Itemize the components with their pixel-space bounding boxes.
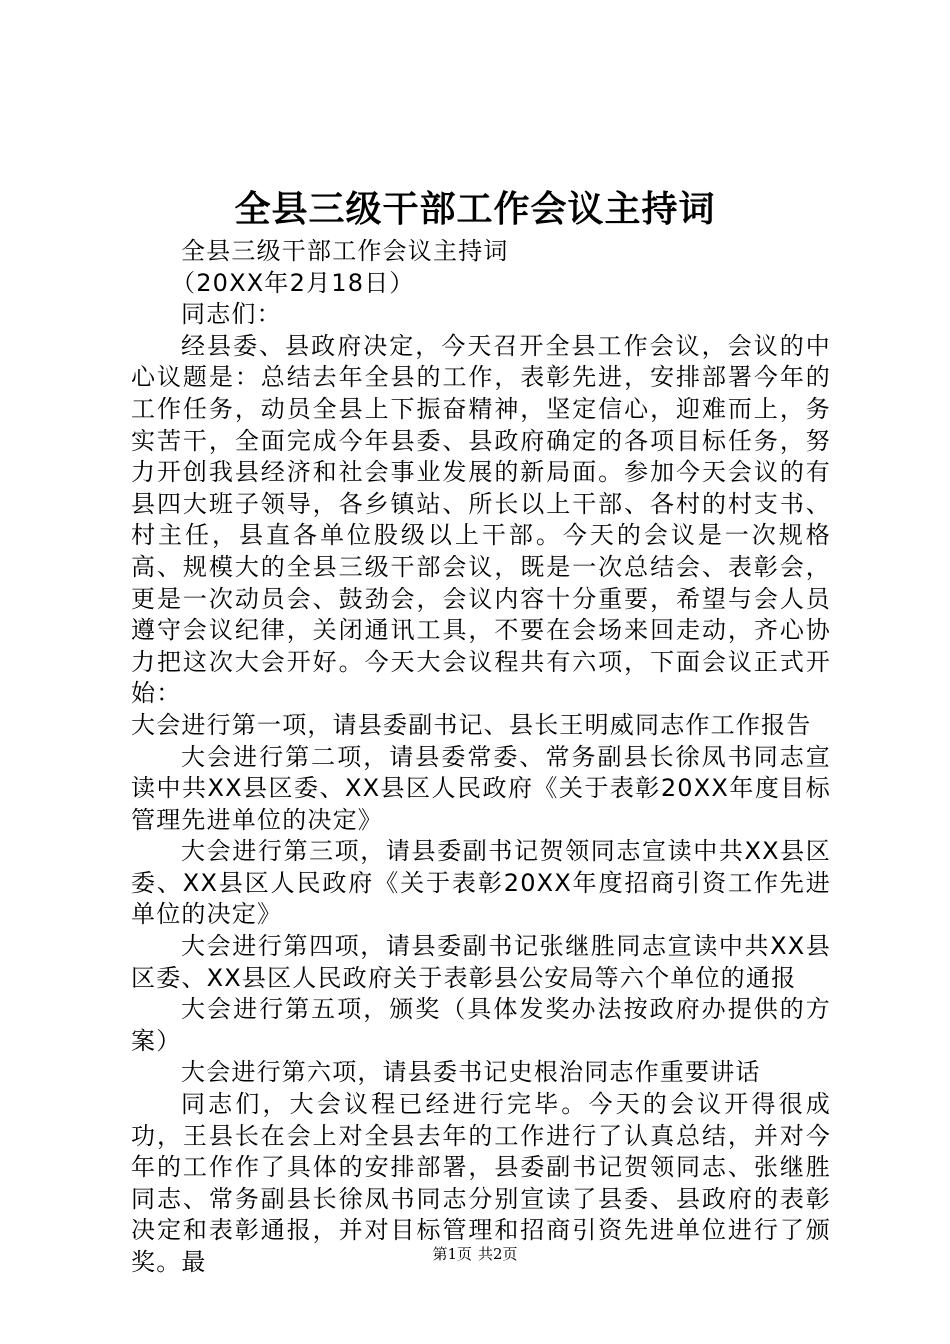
paragraph-item-3: 大会进行第三项，请县委副书记贺领同志宣读中共XX县区委、XX县区人民政府《关于表彰20XX年度招商引资工作先进单位的决定》 [131, 837, 831, 929]
paragraph-item-6: 大会进行第六项，请县委书记史根治同志作重要讲话 [181, 1058, 761, 1087]
paragraph-item-4: 大会进行第四项，请县委副书记张继胜同志宣读中共XX县区委、XX县区人民政府关于表彰县公安局等六个单位的通报 [131, 932, 831, 992]
page-total: 共2页 [478, 1245, 518, 1263]
paragraph-closing: 同志们，大会议程已经进行完毕。今天的会议开得很成功，王县长在会上对全县去年的工作进行了认真总结，并对今年的工作作了具体的安排部署，县委副书记贺领同志、张继胜同志、常务副县长徐凤书同志分别宣读了县委、县政府的表彰决定和表彰通报，并对目标管理和招商引资先进单位进行了颁奖。最 [131, 1090, 831, 1276]
paragraph-opening: 经县委、县政府决定，今天召开全县工作会议，会议的中心议题是：总结去年全县的工作，表彰先进，安排部署今年的工作任务，动员全县上下振奋精神，坚定信心，迎难而上，务实苦干，全面完成今年县委、县政府确定的各项目标任务，努力开创我县经济和社会事业发展的新局面。参加今天会议的有县四大班子领导，各乡镇站、所长以上干部、各村的村支书、村主任，县直各单位股级以上干部。今天的会议是一次规格高、规模大的全县三级干部会议，既是一次总结会、表彰会，更是一次动员会、鼓劲会，会议内容十分重要，希望与会人员遵守会议纪律，关闭通讯工具，不要在会场来回走动，齐心协力把这次大会开好。今天大会议程共有六项，下面会议正式开始： [131, 331, 831, 708]
page-number: 第1页 [432, 1245, 472, 1263]
paragraph-item-5: 大会进行第五项，颁奖（具体发奖办法按政府办提供的方案） [131, 995, 831, 1055]
paragraph-item-1: 大会进行第一项，请县委副书记、县长王明威同志作工作报告 [131, 710, 812, 739]
document-title: 全县三级干部工作会议主持词 [234, 188, 716, 230]
document-body [131, 236, 831, 1279]
subtitle: 全县三级干部工作会议主持词 [181, 237, 509, 265]
paragraph-item-2: 大会进行第二项，请县委常委、常务副县长徐凤书同志宣读中共XX县区委、XX县区人民政府《关于表彰20XX年度目标管理先进单位的决定》 [131, 742, 831, 834]
page-footer [0, 1244, 950, 1264]
salutation: 同志们： [181, 300, 282, 329]
meeting-date: （20XX年2月18日） [171, 268, 415, 297]
